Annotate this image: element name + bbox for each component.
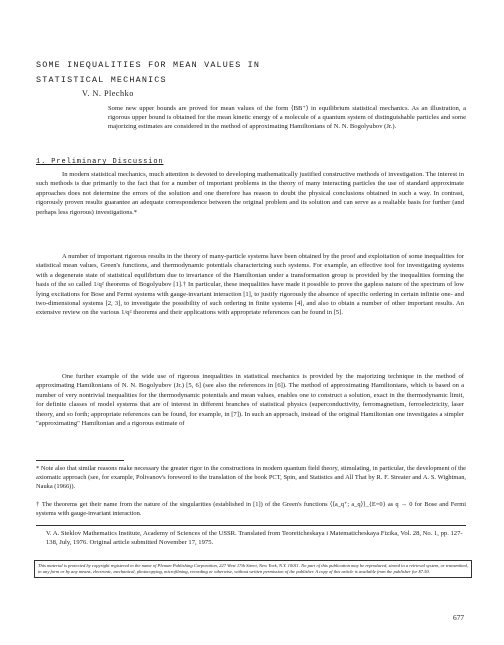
paragraph-2 <box>36 252 464 318</box>
institution-note: V. A. Steklov Mathematics Institute, Academy of Sciences of the USSR. Translated from Teoreticheskaya i Matematicheskaya Fizika, Vol. 28, No. 1, pp. 127-138, July, 1976. Original article submitted November 17, 1975. <box>46 530 463 547</box>
footnote-divider <box>36 460 124 461</box>
footnote-dagger: † The theorems get their name from the nature of the singularities (established in [1]) of the Green's functions ⟨⟨a_q⁺; a_q⟩⟩_{E=0} as q → 0 for Bose and Fermi systems with gauge-invariant interaction. <box>36 501 466 517</box>
paragraph-2-text: A number of important rigorous results in the theory of many-particle systems have been obtained by the proof and exploitation of some inequalities for statistical mean values, Green's functions, and thermodynamic potentials characterizing such systems. For example, an effective tool for investigating systems with a degenerate state of statistical equilibrium due to invariance of the Hamiltonian under a transformation group is provided by the inequalities forming the basis of the so called 1/q² theorems of Bogolyubov [1].† In particular, these inequalities have made it possible to prove the gapless nature of the spectrum of low lying excitations for Bose and Fermi systems with gauge-invariant interaction [1], to justify rigorously the absence of specific ordering in certain infinite one- and two-dimensional systems [2, 3], to investigate the possibility of such ordering in finite systems [4], and also to obtain a number of other important results. An extensive review on the various 1/q² theorems and their applications with appropriate references can be found in [5]. <box>36 253 464 317</box>
abstract: Some new upper bounds are proved for mean values of the form ⟨BB⁺⟩ in equilibrium statistical mechanics. As an illustration, a rigorous upper bound is obtained for the mean kinetic energy of a molecule of a quantum system of distinguishable particles and some majorizing estimates are considered in the method of approximating Hamiltonians of N. N. Bogolyubov (Jr.). <box>108 105 466 131</box>
paper-title <box>36 58 466 88</box>
title-line-2: STATISTICAL MECHANICS <box>36 75 167 85</box>
page-number: 677 <box>453 613 465 622</box>
title-line-1: SOME INEQUALITIES FOR MEAN VALUES IN <box>36 60 261 70</box>
institution-divider <box>36 525 466 526</box>
section-heading: 1. Preliminary Discussion <box>36 158 164 166</box>
paragraph-1-text: In modern statistical mechanics, much attention is devoted to developing mathematically justified constructive methods of investigation. The interest in such methods is due primarily to the fact that for a number of important problems in the theory of many interacting particles the use of standard approximate approaches does not determine the errors of the solution and one therefore has reason to doubt the physical conclusions obtained in such a way. In contrast, rigorously proven results guarantee an adequate correspondence between the original problem and its solution and can serve as a realiable basis for further (and perhaps less rigorous) investigations.* <box>36 171 464 216</box>
paragraph-1 <box>36 170 464 217</box>
author-name: V. N. Plechko <box>82 89 134 98</box>
paragraph-3-text: One further example of the wide use of rigorous inequalities in statistical mechanics is provided by the majorizing technique in the method of approximating Hamiltonians of N. N. Bogolyubov (Jr.) [5, 6] (see also the references in [6]). The method of approximating Hamiltonians, which is based on a number of very nontrivial inequalities for the thermodynamic potentials and mean values, enables one to construct a solution, exact in the thermodynamic limit, for definite classes of model systems that are of interest in different branches of statistical physics (superconductivity, ferromagnetism, ferroelectricity, laser theory, and so forth; appropriate references can be found, for example, in [7]). In such an approach, instead of the original Hamiltonian one investigates a simpler "approximating" Hamiltonian and a rigorous estimate of <box>36 373 464 428</box>
copyright-notice: This material is protected by copyright registered in the name of Plenum Publishing Corporation, 227 West 17th Street, New York, N.Y. 10011. No part of this publication may be reproduced, stored in a retrieval system, or transmitted, in any form or by any means, electronic, mechanical, photocopying, microfilming, recording or otherwise, without written permission of the publisher. A copy of this article is available from the publisher for $7.50. <box>34 560 472 578</box>
footnote-asterisk: * Note also that similar reasons make necessary the greater rigor in the constructions in modern quantum field theory, stimulating, in particular, the development of the axiomatic approach (see, for example, Polivanov's foreword to the translation of the book PCT, Spin, and Statistics and All That by R. F. Streater and A. S. Wightman, Nauka (1966)). <box>36 465 466 490</box>
paragraph-3 <box>36 372 464 428</box>
